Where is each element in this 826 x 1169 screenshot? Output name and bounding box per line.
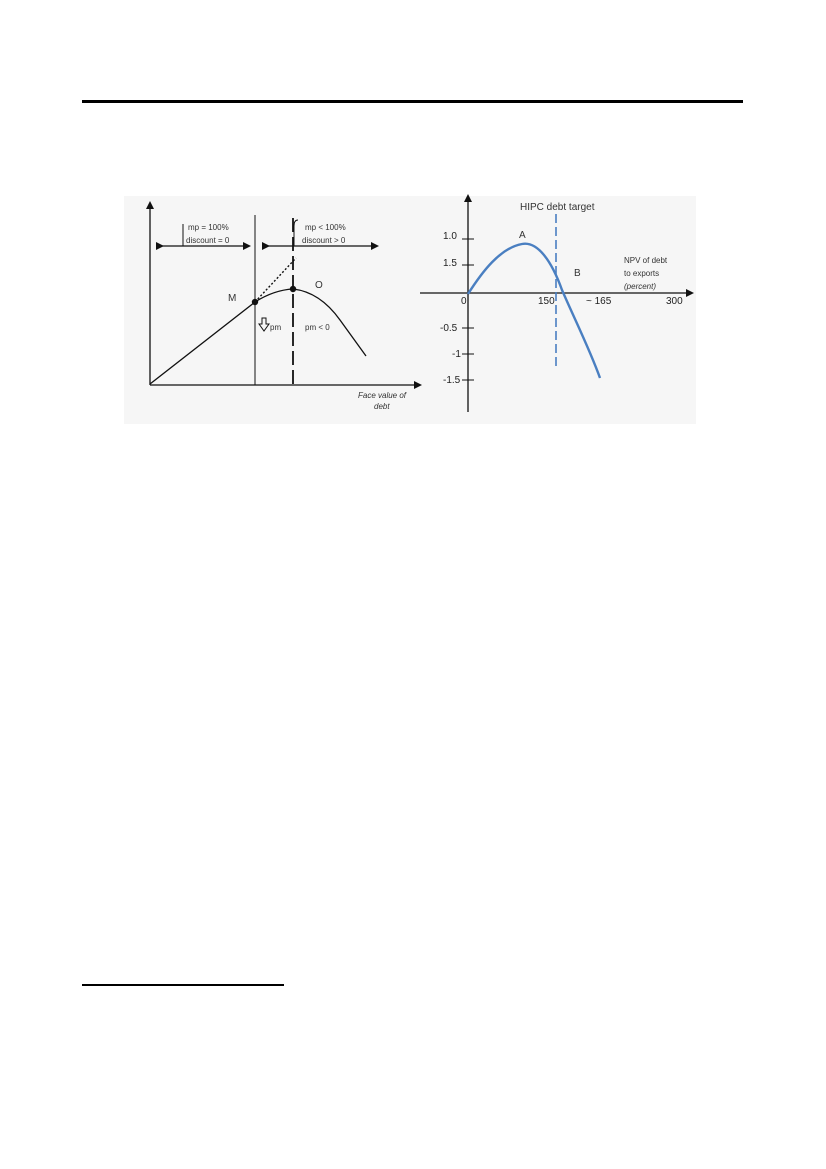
face-value-curve xyxy=(150,289,366,384)
x-tick-label: 300 xyxy=(666,296,683,307)
point-b-label: B xyxy=(574,268,581,279)
pm-label: pm xyxy=(270,323,282,332)
pm-negative-label: pm < 0 xyxy=(305,323,330,332)
x-tick-label: 150 xyxy=(538,296,555,307)
y-tick-label: 1.0 xyxy=(443,231,457,242)
point-m-label: M xyxy=(228,293,237,304)
right-chart xyxy=(420,198,690,412)
footnote-rule xyxy=(82,984,284,986)
y-tick-label: 1.5 xyxy=(443,258,457,269)
y-tick-label: -1.5 xyxy=(443,375,461,386)
x-axis-title-line1: NPV of debt xyxy=(624,256,668,265)
x-tick-label: ~ 165 xyxy=(586,296,612,307)
discount-pos-label: discount > 0 xyxy=(302,236,346,245)
point-o-dot xyxy=(290,286,296,292)
x-axis-title-line2: to exports xyxy=(624,269,660,278)
x-axis-title-line3: (percent) xyxy=(624,282,657,291)
y-tick-label: -0.5 xyxy=(440,323,458,334)
down-arrow-icon xyxy=(259,318,269,331)
bracket-mark-right xyxy=(294,220,298,246)
x-axis-label-line1: Face value of xyxy=(358,391,407,400)
x-axis-label-line2: debt xyxy=(374,402,390,411)
mp-equal-label: mp = 100% xyxy=(188,223,229,232)
x-tick-label: 0 xyxy=(461,296,467,307)
tangent-line xyxy=(255,258,296,302)
point-m-dot xyxy=(252,299,258,305)
npv-curve xyxy=(468,244,600,378)
point-o-label: O xyxy=(315,280,323,291)
mp-less-label: mp < 100% xyxy=(305,223,346,232)
left-diagram xyxy=(150,205,418,411)
hipc-target-label: HIPC debt target xyxy=(520,202,595,213)
point-a-label: A xyxy=(519,230,526,241)
y-tick-label: -1 xyxy=(452,349,461,360)
discount-zero-label: discount = 0 xyxy=(186,236,230,245)
